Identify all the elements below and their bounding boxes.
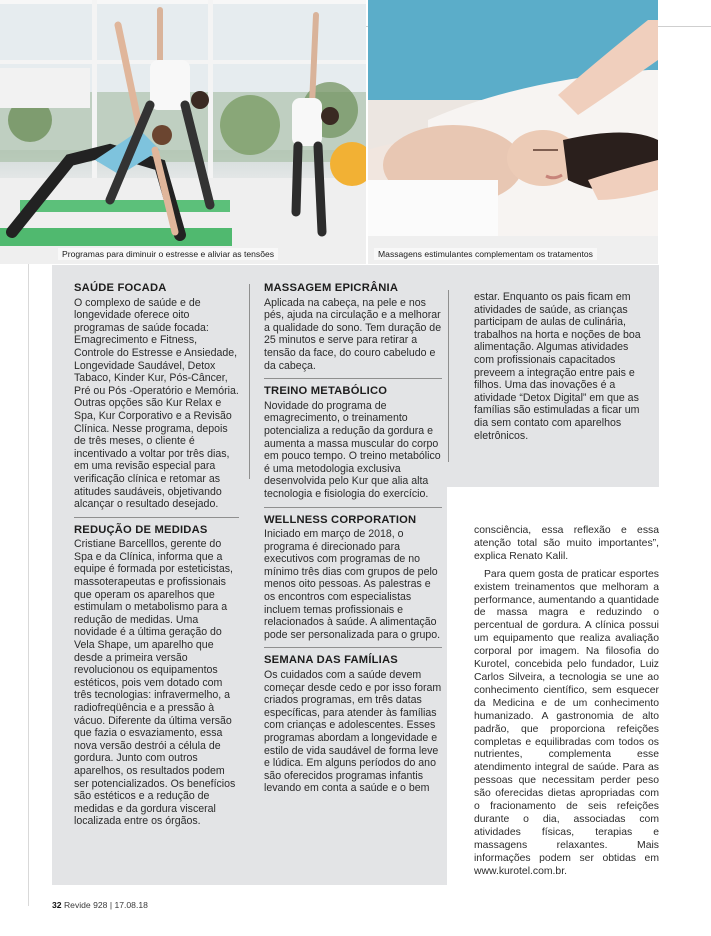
page-number: 32 (52, 900, 62, 910)
body-semana-das-familias-cont: estar. Enquanto os pais ficam em atividades de saúde, as crianças participam de aulas de culinária, trabalhos na horta e noções de boa alimentação. Algumas atividades com profissionais capacitados preveem a integração entre pais e filhos. Uma das inovações é a atividade “Detox Digital” em que as famílias são estimuladas a ficar um dia sem contato com aparelhos eletrônicos. (474, 291, 641, 442)
magazine-name: Revide 928 (63, 900, 108, 910)
article-paragraph-1: consciência, essa reflexão e essa atenção total são muito importantes”, explica Renato Kalil. (474, 525, 659, 562)
body-massagem-epicrania: Aplicada na cabeça, na pele e nos pés, ajuda na circulação e a melhorar a qualidade do sono. Tem duração de 25 minutos e serve para retirar a tensão da face, do couro cabeludo e da cabeça. (264, 296, 442, 372)
body-treino-metabolico: Novidade do programa de emagrecimento, o treinamento potencializa a redução da gordura e aumenta a massa muscular do corpo em pouco tempo. O treino metabólico é uma metodologia exclusiva desenvolvida pelo Kur que alia alta tecnologia e fisiologia do exercício. (264, 399, 441, 500)
body-wellness-corporation: Iniciado em março de 2018, o programa é direcionado para executivos com programas de no mínimo três dias com grupos de pelo menos oito pessoas. As palestras e os encontros com especialistas incluem temas profissionais e relacionados à saúde. A alimentação pode ser personalizada para o grupo. (264, 528, 441, 641)
photo-massage-caption: Massagens estimulantes complementam os tratamentos (374, 248, 597, 260)
massage-scene-illustration (368, 0, 658, 264)
sidebar-column-2 (264, 282, 442, 795)
section-divider (74, 517, 239, 518)
issue-date: 17.08.18 (114, 900, 148, 910)
footer-separator: | (109, 900, 113, 910)
body-saude-focada: O complexo de saúde e de longevidade oferece oito programas de saúde focada: Emagrecimento e Fitness, Controle do Estresse e Ansiedade, Longevidade Saudável, Detox Tabaco, Kinder Kur, Pós-Câncer, Pré ou Pós -Operatório e Memória. Outras opções são Kur Relax e Spa, Kur Corporativo e a Revisão Clínica. Nesse programa, depois de três meses, o cliente é incentivado a voltar por três dias, em uma revisão especial para verificação clínica e retomar as atitudes saudáveis, objetivando alcançar o resultado desejado. (74, 296, 239, 511)
page-footer (52, 900, 148, 910)
photo-yoga-caption: Programas para diminuir o estresse e aliviar as tensões (58, 248, 278, 260)
heading-massagem-epicrania: MASSAGEM EPICRÂNIA (264, 282, 399, 294)
heading-saude-focada: SAÚDE FOCADA (74, 282, 167, 294)
section-divider (264, 378, 442, 379)
article-text-column (474, 525, 659, 878)
section-divider (264, 507, 442, 508)
body-reducao-de-medidas: Cristiane Barcelllos, gerente do Spa e da Clínica, informa que a equipe é formada por esteticistas, massoterapeutas e profissionais que operam os aparelhos que estimulam o metabolismo para a redução de medidas. Uma novidade é a última geração do Vela Shape, um aparelho que desde a primeira versão revolucionou os equipamentos estéticos, pois vem dotado com três tecnologias: infravermelho, a radiofreqüência e a pressão à vácuo. Diferente da última versão que fazia o esvaziamento, essa nova versão destrói a célula de gordura. Junto com outros aparelhos, os resultados podem ser potencializados. Os benefícios são estéticos e a redução de medidas e da gordura visceral localizada entre os órgãos. (74, 538, 236, 828)
sidebar-column-1 (74, 282, 239, 828)
column-rule-1 (249, 284, 250, 479)
heading-wellness-corporation: WELLNESS CORPORATION (264, 513, 417, 526)
body-semana-das-familias: Os cuidados com a saúde devem começar desde cedo e por isso foram criados programas, em três datas específicas, para atender às famílias com crianças e adolescentes. Esses programas abordam a longevidade e estilo de vida saudável de forma leve e lúdica. Em alguns períodos do ano são oferecidos programas infantis levando em conta a saúde e o bem (264, 669, 442, 795)
photo-yoga (0, 0, 366, 264)
heading-treino-metabolico: TREINO METABÓLICO (264, 385, 388, 398)
heading-reducao-de-medidas: REDUÇÃO DE MEDIDAS (74, 523, 208, 536)
sidebar-column-3 (474, 291, 642, 442)
heading-semana-das-familias: SEMANA DAS FAMÍLIAS (264, 654, 398, 667)
yoga-scene-illustration (0, 0, 366, 264)
photo-massage (368, 0, 658, 264)
section-divider (264, 647, 442, 648)
article-paragraph-2: Para quem gosta de praticar esportes existem treinamentos que melhoram a performance, aumentando a quantidade de massa magra e reduzindo o percentual de gordura. A clínica possui um equipamento que realiza avaliação corporal por imagem. Na filosofia do Kurotel, concebida pelo fundador, Luiz Carlos Silveira, a tecnologia se une ao conhecimento científico, sem esquecer da Medicina e de um conhecimento humanizado. A gastronomia de alto padrão, que proporciona refeições completas e equilibradas com todos os nutrientes, complementa esse atendimento integral de saúde. Para as pessoas que necessitam perder peso são oferecidas dietas apropriadas com o fracionamento de seis refeições durante o dia, associadas com atividades físicas, terapias e massagens relaxantes. Mais informações podem ser obtidas em www.kurotel.com.br. (474, 568, 659, 877)
column-rule-2 (448, 290, 449, 462)
